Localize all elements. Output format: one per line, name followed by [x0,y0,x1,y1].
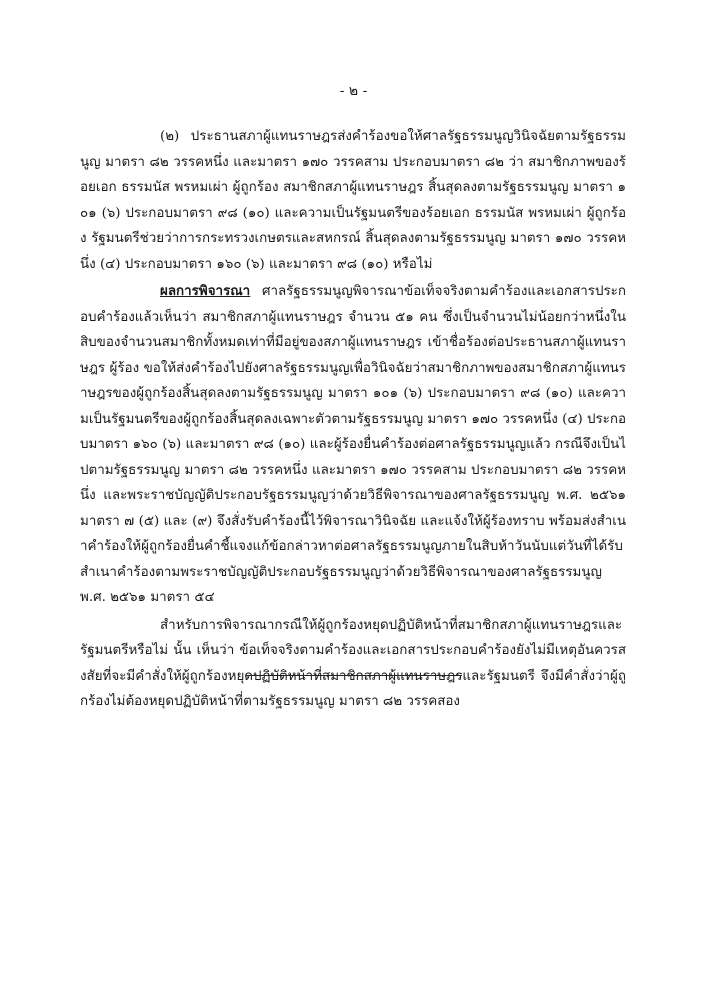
section-divider-line [246,675,462,676]
page-number: - ๒ - [339,83,368,99]
paragraph-consideration-result [80,279,626,611]
paragraph-issue-two: (๒) ประธานสภาผู้แทนราษฎรส่งคำร้องขอให้ศาลรัฐธรรมนูญวินิจฉัยตามรัฐธรรมนูญ มาตรา ๘๒ วรรคหนึ่ง และมาตรา ๑๗๐ วรรคสาม ประกอบมาตรา ๘๒ ว่า สมาชิกภาพของร้อยเอก ธรรมนัส พรหมเผ่า ผู้ถูกร้อง สมาชิกสภาผู้แทนราษฎร สิ้นสุดลงตามรัฐธรรมนูญ มาตรา ๑๐๑ (๖) ประกอบมาตรา ๙๘ (๑๐) และความเป็นรัฐมนตรีของร้อยเอก ธรรมนัส พรหมเผ่า ผู้ถูกร้อง รัฐมนตรีช่วยว่าการกระทรวงเกษตรและสหกรณ์ สิ้นสุดลงตามรัฐธรรมนูญ มาตรา ๑๗๐ วรรคหนึ่ง (๔) ประกอบมาตรา ๑๖๐ (๖) และมาตรา ๙๘ (๑๐) หรือไม่ [80,129,626,272]
document-body [80,124,626,715]
paragraph-suspension-order: สำหรับการพิจารณากรณีให้ผู้ถูกร้องหยุดปฏิบัติหน้าที่สมาชิกสภาผู้แทนราษฎรและรัฐมนตรีหรือไม่ นั้น เห็นว่า ข้อเท็จจริงตามคำร้องและเอกสารประกอบคำร้องยังไม่มีเหตุอันควรสงสัยที่จะมีคำสั่งให้ผู้ถูกร้องหยุดปฏิบัติหน้าที่สมาชิกสภาผู้แทนราษฎรและรัฐมนตรี จึงมีคำสั่งว่าผู้ถูกร้องไม่ต้องหยุดปฏิบัติหน้าที่ตามรัฐธรรมนูญ มาตรา ๘๒ วรรคสอง [80,617,626,709]
consideration-result-body: ศาลรัฐธรรมนูญพิจารณาข้อเท็จจริงตามคำร้องและเอกสารประกอบคำร้องแล้วเห็นว่า สมาชิกสภาผู้แทนราษฎร จำนวน ๕๑ คน ซึ่งเป็นจำนวนไม่น้อยกว่าหนึ่งในสิบของจำนวนสมาชิกทั้งหมดเท่าที่มีอยู่ของสภาผู้แทนราษฎร เข้าชื่อร้องต่อประธานสภาผู้แทนราษฎร ผู้ร้อง ขอให้ส่งคำร้องไปยังศาลรัฐธรรมนูญเพื่อวินิจฉัยว่าสมาชิกภาพของสมาชิกสภาผู้แทนราษฎรของผู้ถูกร้องสิ้นสุดลงตามรัฐธรรมนูญ มาตรา ๑๐๑ (๖) ประกอบมาตรา ๙๘ (๑๐) และความเป็นรัฐมนตรีของผู้ถูกร้องสิ้นสุดลงเฉพาะตัวตามรัฐธรรมนูญ มาตรา ๑๗๐ วรรคหนึ่ง (๔) ประกอบมาตรา ๑๖๐ (๖) และมาตรา ๙๘ (๑๐) และผู้ร้องยื่นคำร้องต่อศาลรัฐธรรมนูญแล้ว กรณีจึงเป็นไปตามรัฐธรรมนูญ มาตรา ๘๒ วรรคหนึ่ง และมาตรา ๑๗๐ วรรคสาม ประกอบมาตรา ๘๒ วรรคหนึ่ง และพระราชบัญญัติประกอบรัฐธรรมนูญว่าด้วยวิธีพิจารณาของศาลรัฐธรรมนูญ พ.ศ. ๒๕๖๑ มาตรา ๗ (๕) และ (๙) จึงสั่งรับคำร้องนี้ไว้พิจารณาวินิจฉัย และแจ้งให้ผู้ร้องทราบ พร้อมส่งสำเนาคำร้องให้ผู้ถูกร้องยื่นคำชี้แจงแก้ข้อกล่าวหาต่อศาลรัฐธรรมนูญภายในสิบห้าวันนับแต่วันที่ได้รับสำเนาคำร้องตามพระราชบัญญัติประกอบรัฐธรรมนูญว่าด้วยวิธีพิจารณาของศาลรัฐธรรมนูญ พ.ศ. ๒๕๖๑ มาตรา ๕๔ [80,284,626,605]
consideration-result-heading: ผลการพิจารณา [160,283,251,299]
